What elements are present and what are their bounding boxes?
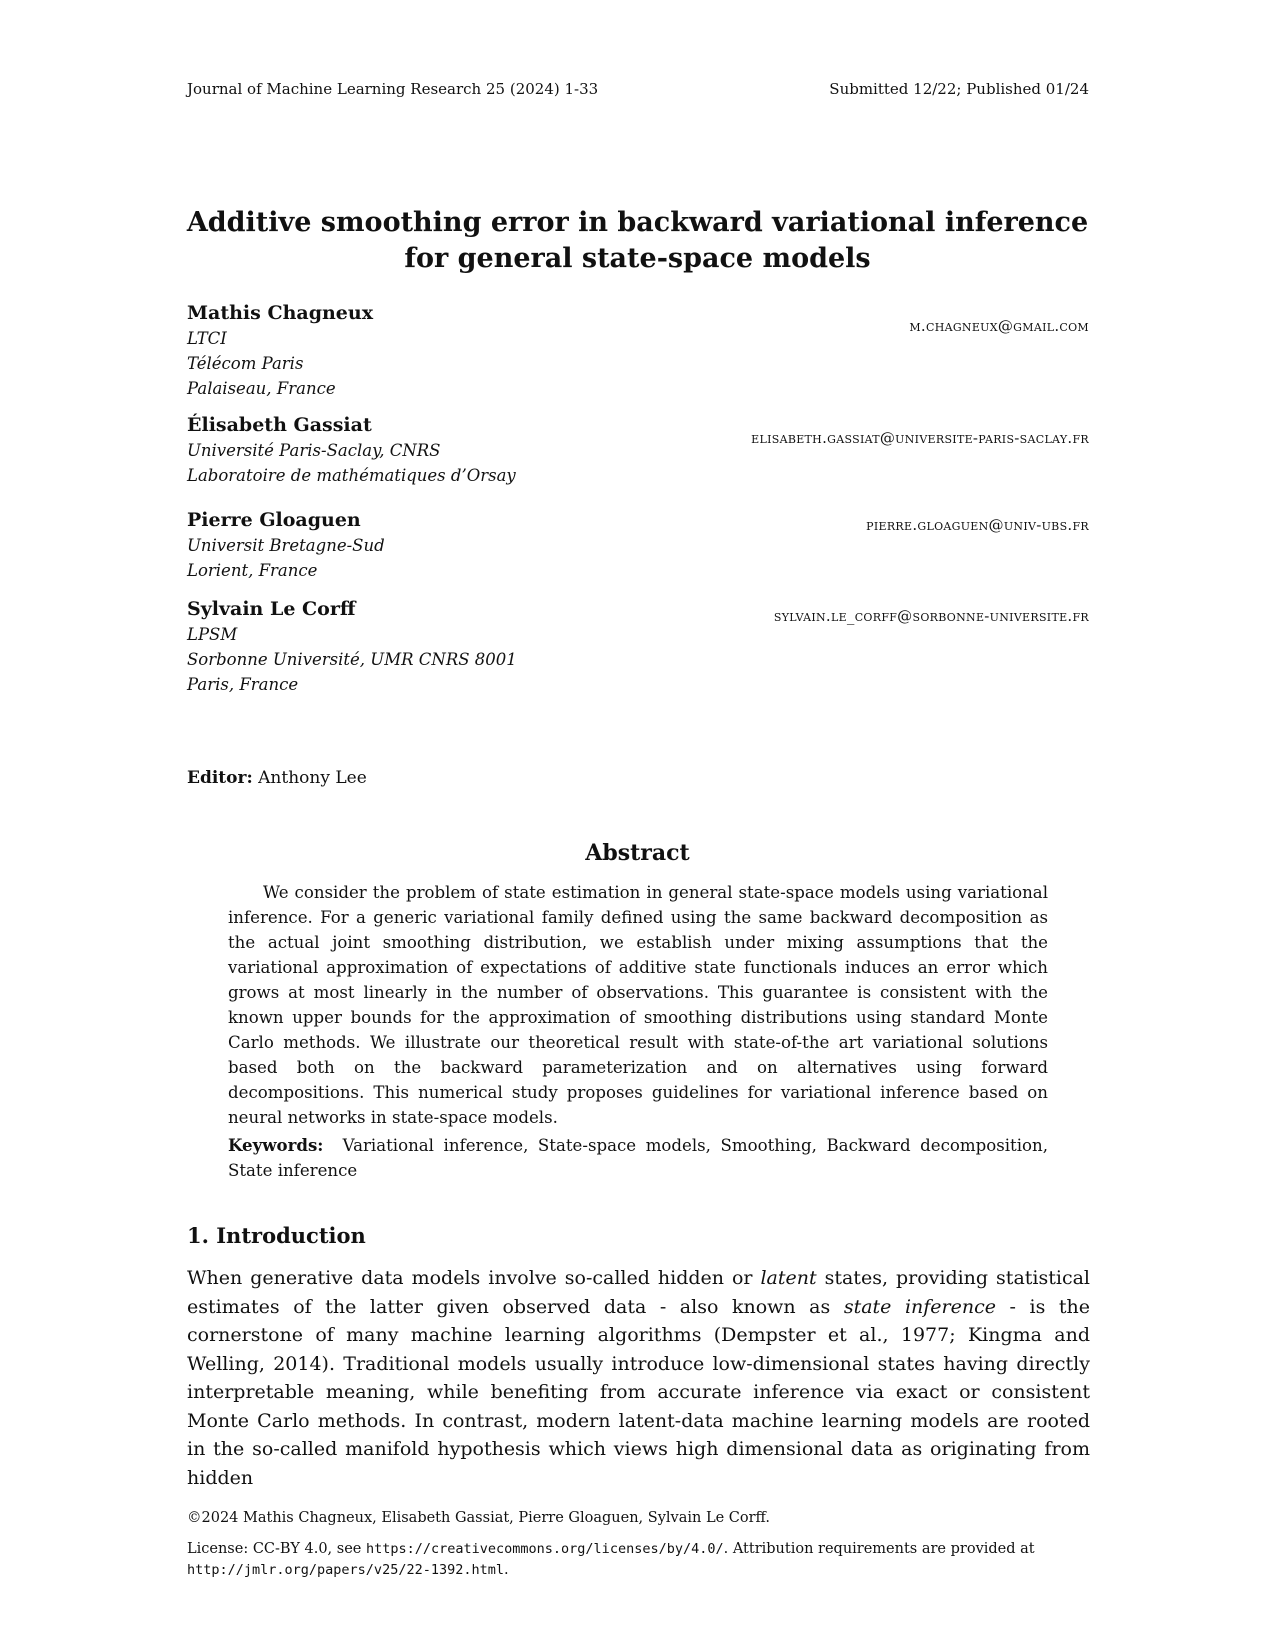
author-affiliation: Sorbonne Université, UMR CNRS 8001 [187,650,517,669]
intro-text: - is the cornerstone of many machine learning algorithms (Dempster et al., 1977; Kingma and Welling, 2014). Traditional models usually introduce low-dimensional states having directly interpretable meaning, while benefiting from accurate inference via exact or consistent Monte Carlo methods. In contrast, modern latent-data machine learning models are rooted in the so-called manifold hypothesis which views high dimensional data as originating from hidden [187,1295,1091,1489]
author-affiliation: Lorient, France [187,561,318,580]
copyright-notice: ©2024 Mathis Chagneux, Elisabeth Gassiat, Pierre Gloaguen, Sylvain Le Corff. [187,1510,770,1526]
section-heading-introduction: 1. Introduction [187,1223,366,1248]
intro-emphasis: latent [760,1267,817,1289]
title-line-2: for general state-space models [404,243,871,274]
abstract-heading: Abstract [585,840,690,866]
author-affiliation: LPSM [187,625,238,644]
author-name: Élisabeth Gassiat [187,414,372,436]
journal-header: Journal of Machine Learning Research 25 (2024) 1-33 [187,80,599,98]
author-block [187,300,1087,401]
author-email[interactable]: elisabeth.gassiat@universite-paris-saclay.fr [751,429,1089,447]
author-email[interactable]: sylvain.le_corff@sorbonne-universite.fr [773,607,1089,625]
author-affiliation: Palaiseau, France [187,379,336,398]
editor-name: Anthony Lee [258,768,367,788]
abstract-body [228,880,1048,1130]
author-block [187,412,1087,488]
keywords [228,1133,1048,1183]
submission-dates: Submitted 12/22; Published 01/24 [829,80,1089,98]
author-affiliation: Télécom Paris [187,354,304,373]
author-affiliation: Paris, France [187,675,299,694]
author-affiliation: Universit Bretagne-Sud [187,536,385,555]
license-text: . Attribution requirements are provided at [723,1541,1035,1557]
intro-text: When generative data models involve so-called hidden or [187,1267,761,1289]
license-link[interactable]: https://creativecommons.org/licenses/by/4.0/ [365,1541,724,1557]
paper-title [100,205,1175,277]
intro-emphasis: state inference [843,1295,996,1318]
introduction-body [187,1264,1090,1492]
license-text: License: CC-BY 4.0, see [187,1541,366,1557]
license-text: . [503,1562,509,1578]
author-email[interactable]: pierre.gloaguen@univ-ubs.fr [866,516,1089,534]
author-affiliation: Université Paris-Saclay, CNRS [187,441,441,460]
author-affiliation: Laboratoire de mathématiques d’Orsay [187,466,516,485]
author-name: Pierre Gloaguen [187,509,361,531]
author-name: Mathis Chagneux [187,302,374,324]
intro-text: states, providing statistical estimates of the latter given observed data - also known as [187,1267,1090,1318]
author-affiliation: LTCI [187,329,227,348]
introduction-paragraph [187,1264,1090,1492]
keywords-label: Keywords: [228,1135,324,1155]
author-name: Sylvain Le Corff [187,598,356,620]
editor-label: Editor: [187,768,253,788]
license-notice [187,1539,1087,1581]
author-email[interactable]: m.chagneux@gmail.com [909,317,1089,335]
editor-line [187,768,367,788]
paper-link[interactable]: http://jmlr.org/papers/v25/22-1392.html [187,1562,504,1578]
title-line-1: Additive smoothing error in backward variational inference [186,207,1089,238]
keywords-list: Variational inference, State-space models, Smoothing, Backward decomposition, State inference [228,1136,1048,1180]
abstract-text: We consider the problem of state estimation in general state-space models using variational inference. For a generic variational family defined using the same backward decomposition as the actual joint smoothing distribution, we establish under mixing assumptions that the variational approximation of expectations of additive state functionals induces an error which grows at most linearly in the number of observations. This guarantee is consistent with the known upper bounds for the approximation of smoothing distributions using standard Monte Carlo methods. We illustrate our theoretical result with state-of-the art variational solutions based both on the backward parameterization and on alternatives using forward decompositions. This numerical study proposes guidelines for variational inference based on neural networks in state-space models. [228,883,1048,1127]
